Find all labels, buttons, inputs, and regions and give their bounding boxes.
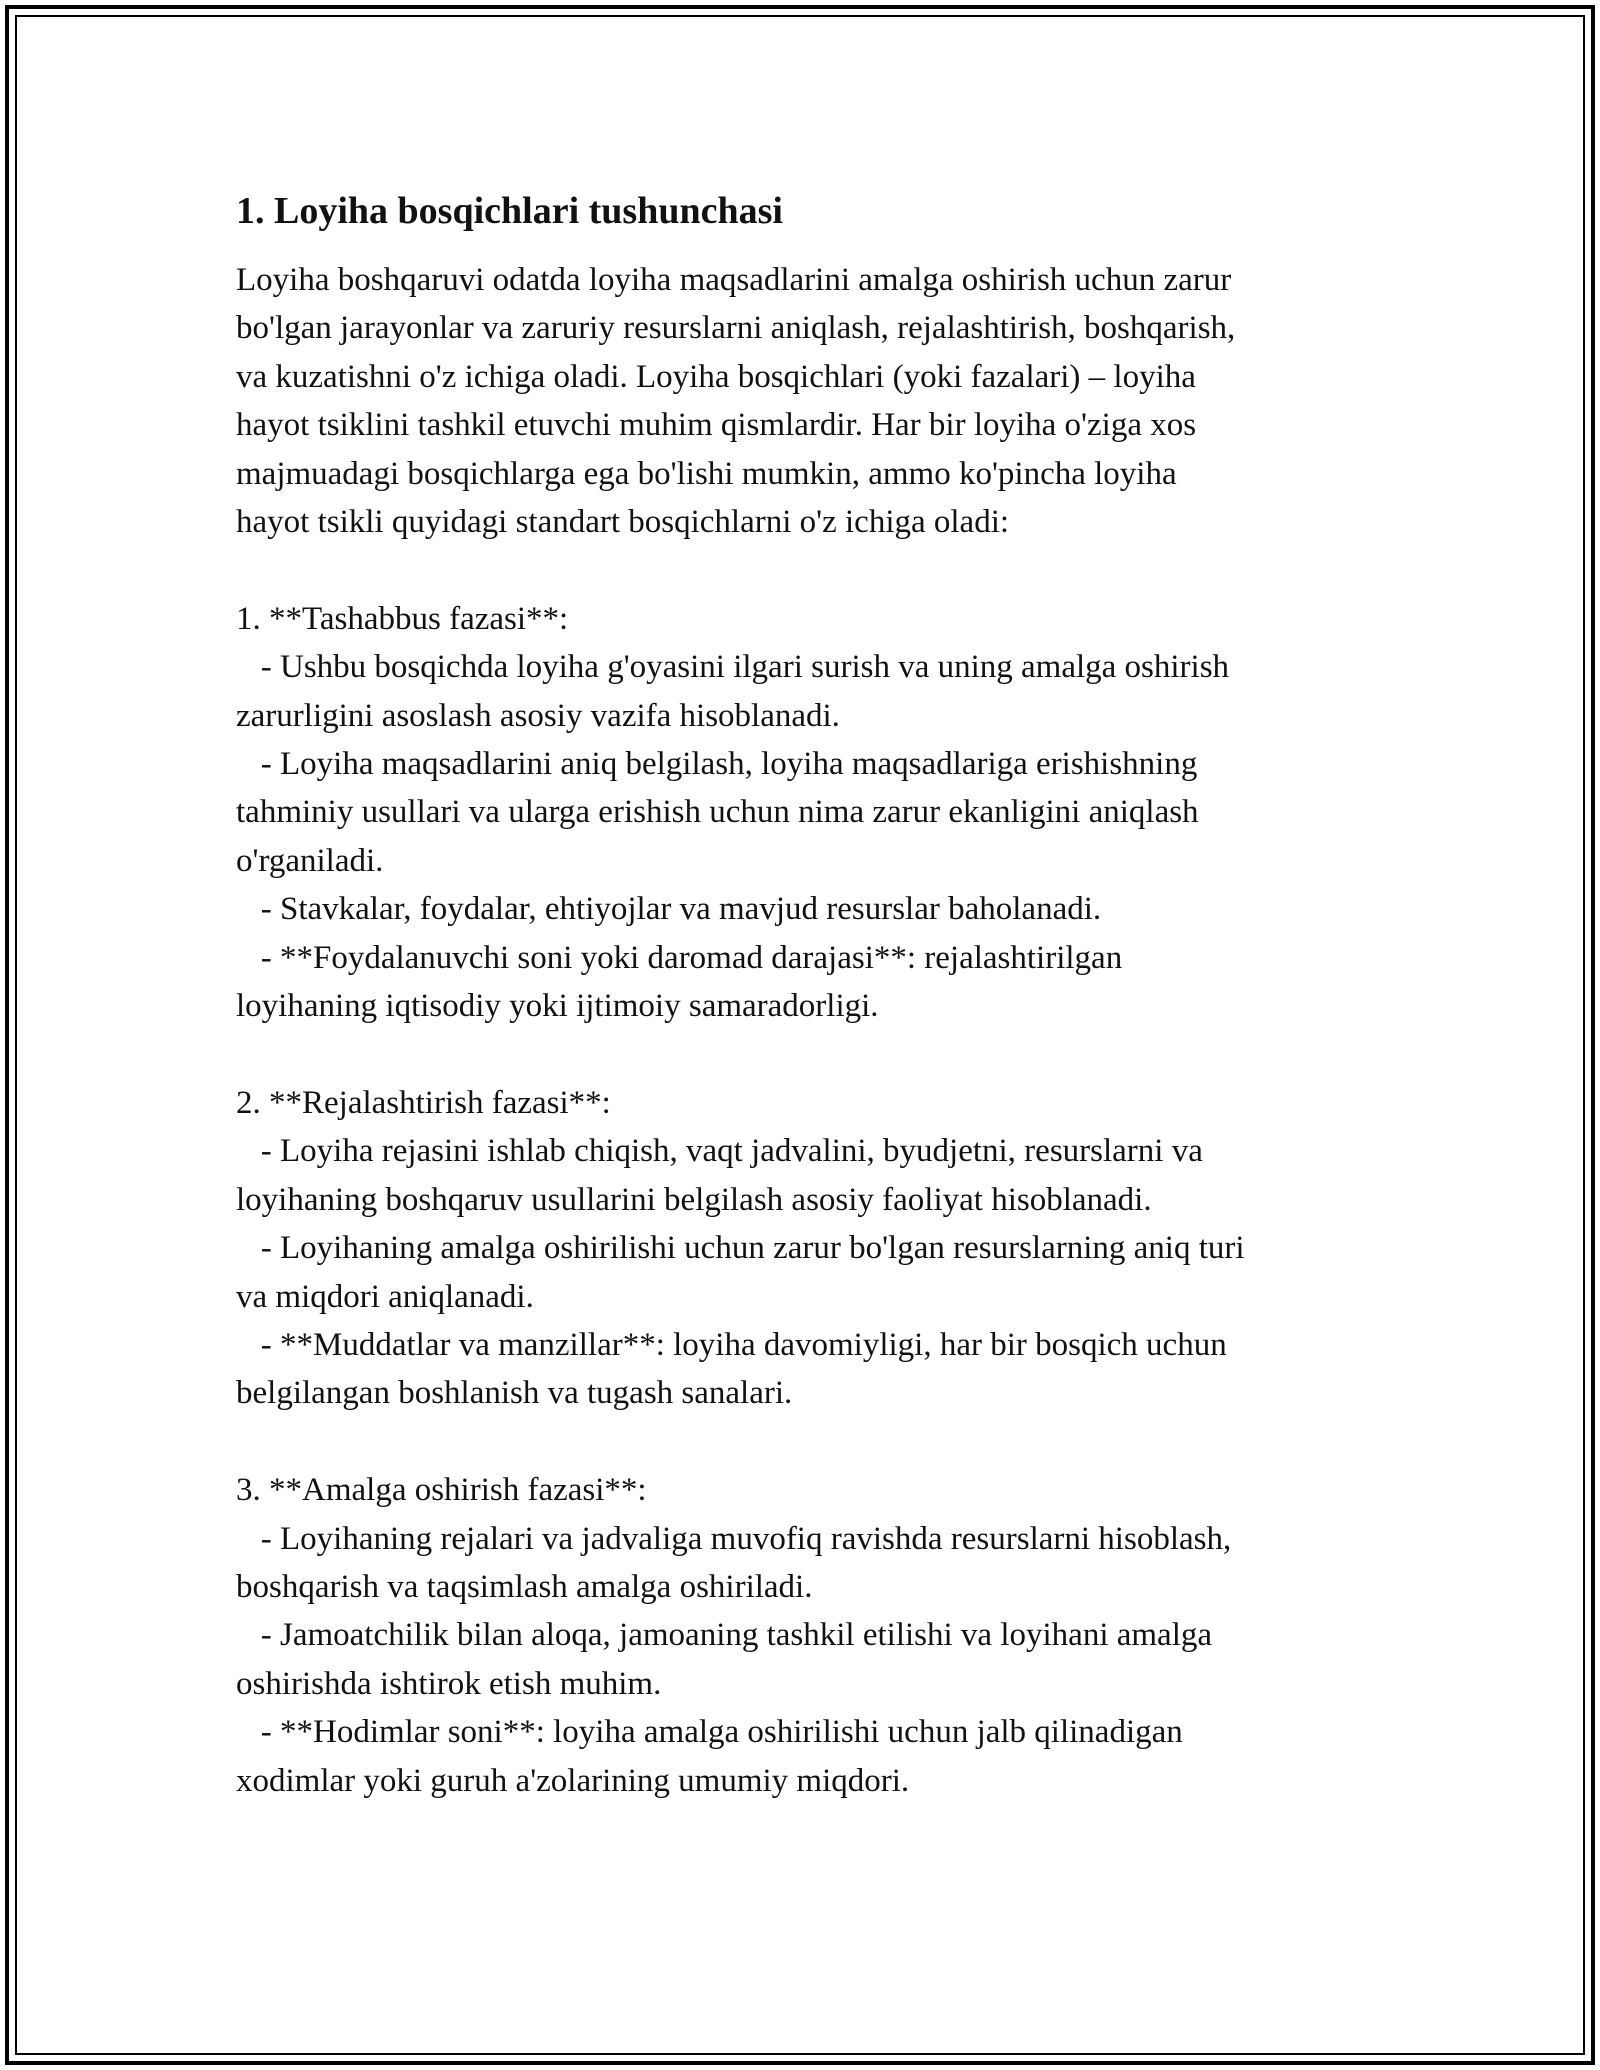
- list-item: - **Hodimlar soni**: loyiha amalga oshirilishi uchun jalb qilinadigan xodimlar yoki guruh a'zolarining umumiy miqdori.: [236, 1714, 1183, 1799]
- document-title: 1. Loyiha bosqichlari tushunchasi: [236, 190, 783, 232]
- list-item: - **Foydalanuvchi soni yoki daromad darajasi**: rejalashtirilgan loyihaning iqtisodiy yoki ijtimoiy samaradorligi.: [236, 939, 1123, 1025]
- list-item: - Stavkalar, foydalar, ehtiyojlar va mavjud resurslar baholanadi.: [236, 891, 1102, 928]
- list-item: - Ushbu bosqichda loyiha g'oyasini ilgari surish va uning amalga oshirish zarurligini asoslash asosiy vazifa hisoblanadi.: [236, 649, 1230, 734]
- list-item: - Loyihaning rejalari va jadvaliga muvofiq ravishda resurslarni hisoblash, boshqarish va taqsimlash amalga oshiriladi.: [236, 1520, 1232, 1605]
- section-spacer: [236, 1418, 1376, 1466]
- section-spacer: [236, 1030, 1376, 1078]
- section-initiation: [236, 595, 1376, 1031]
- section-heading: 2. **Rejalashtirish fazasi**:: [236, 1084, 611, 1121]
- section-spacer: [236, 546, 1376, 594]
- section-heading: 1. **Tashabbus fazasi**:: [236, 600, 569, 637]
- list-item: - Loyiha maqsadlarini aniq belgilash, loyiha maqsadlariga erishishning tahminiy usullari va ularga erishish uchun nima zarur ekanligini aniqlash o'rganiladi.: [236, 746, 1199, 879]
- document-body: [236, 186, 1376, 1805]
- intro-paragraph: Loyiha boshqaruvi odatda loyiha maqsadlarini amalga oshirish uchun zarur bo'lgan jarayonlar va zaruriy resurslarni aniqlash, rejalashtirish, boshqarish, va kuzatishni o'z ichiga oladi. Loyiha bosqichlari (yoki fazalari) – loyiha hayot tsiklini tashkil etuvchi muhim qismlardir. Har bir loyiha o'ziga xos majmuadagi bosqichlarga ega bo'lishi mumkin, ammo ko'pincha loyiha hayot tsikli quyidagi standart bosqichlarni o'z ichiga oladi:: [236, 262, 1236, 541]
- section-heading: 3. **Amalga oshirish fazasi**:: [236, 1472, 647, 1509]
- list-item: - **Muddatlar va manzillar**: loyiha davomiyligi, har bir bosqich uchun belgilangan boshlanish va tugash sanalari.: [236, 1326, 1227, 1412]
- section-execution: [236, 1466, 1376, 1805]
- list-item: - Loyihaning amalga oshirilishi uchun zarur bo'lgan resurslarning aniq turi va miqdori aniqlanadi.: [236, 1230, 1245, 1315]
- list-item: - Loyiha rejasini ishlab chiqish, vaqt jadvalini, byudjetni, resurslarni va loyihaning boshqaruv usullarini belgilash asosiy faoliyat hisoblanadi.: [236, 1133, 1203, 1218]
- list-item: - Jamoatchilik bilan aloqa, jamoaning tashkil etilishi va loyihani amalga oshirishda ishtirok etish muhim.: [236, 1617, 1213, 1702]
- section-planning: [236, 1079, 1376, 1418]
